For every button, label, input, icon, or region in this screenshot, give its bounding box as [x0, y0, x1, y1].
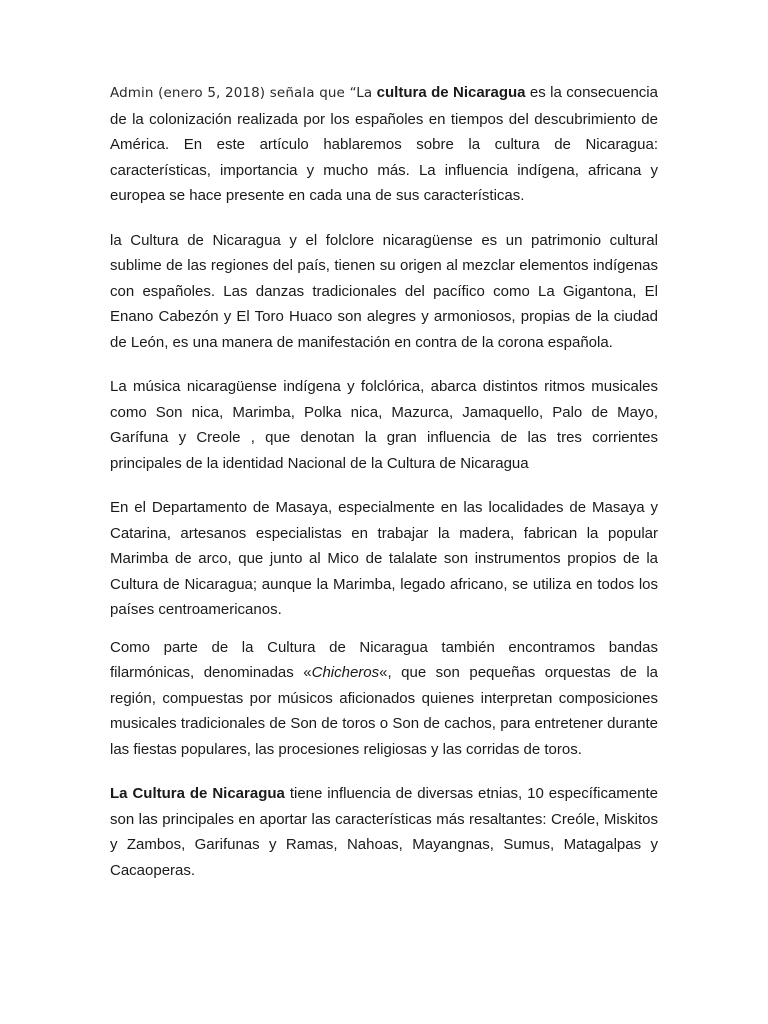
paragraph-1: [110, 80, 658, 209]
paragraph-5-text-a: Como parte de la Cultura de Nicaragua también encontramos bandas filarmónicas, denominadas «: [110, 638, 658, 681]
paragraph-6-text: tiene influencia de diversas etnias, 10 específicamente son las principales en aportar las características más resaltantes: Creóle, Miskitos y Zambos, Garifunas y Ramas, Nahoas, Mayangnas, Sumus, Matagalpas y Cacaoperas.: [110, 785, 658, 879]
italic-term: Chicheros: [311, 664, 380, 681]
paragraph-4: En el Departamento de Masaya, especialmente en las localidades de Masaya y Catarina, artesanos especialistas en trabajar la madera, fabrican la popular Marimba de arco, que junto al Mico de talalate son instrumentos propios de la Cultura de Nicaragua; aunque la Marimba, legado africano, se utiliza en todos los países centroamericanos.: [110, 499, 658, 618]
paragraph-5-text-b: «, que son pequeñas orquestas de la región, compuestas por músicos aficionados quienes interpretan composiciones musicales tradicionales de Son de toros o Son de cachos, para entretener durante las fiestas populares, las procesiones religiosas y las corridas de toros.: [110, 664, 658, 758]
bold-term: cultura de Nicaragua: [376, 84, 526, 101]
paragraph-3: La música nicaragüense indígena y folclórica, abarca distintos ritmos musicales como Son nica, Marimba, Polka nica, Mazurca, Jamaquello, Palo de Mayo, Garífuna y Creole , que denotan la gran influencia de las tres corrientes principales de la identidad Nacional de la Cultura de Nicaragua: [110, 378, 658, 472]
citation-lead: Admin (enero 5, 2018) señala que “La: [110, 85, 373, 101]
paragraph-2: la Cultura de Nicaragua y el folclore nicaragüense es un patrimonio cultural sublime de las regiones del país, tienen su origen al mezclar elementos indígenas con españoles. Las danzas tradicionales del pacífico como La Gigantona, El Enano Cabezón y El Toro Huaco son alegres y armoniosos, propias de la ciudad de León, es una manera de manifestación en contra de la corona española.: [110, 231, 658, 351]
paragraph-1-text: es la consecuencia de la colonización realizada por los españoles en tiempos del descubrimiento de América. En este artículo hablaremos sobre la cultura de Nicaragua: características, importancia y mucho más. La influencia indígena, africana y europea se hace presente en cada una de sus características.: [110, 84, 658, 204]
paragraph-6: [110, 781, 658, 883]
bold-term: La Cultura de Nicaragua: [110, 785, 285, 802]
paragraph-5: [110, 635, 658, 763]
